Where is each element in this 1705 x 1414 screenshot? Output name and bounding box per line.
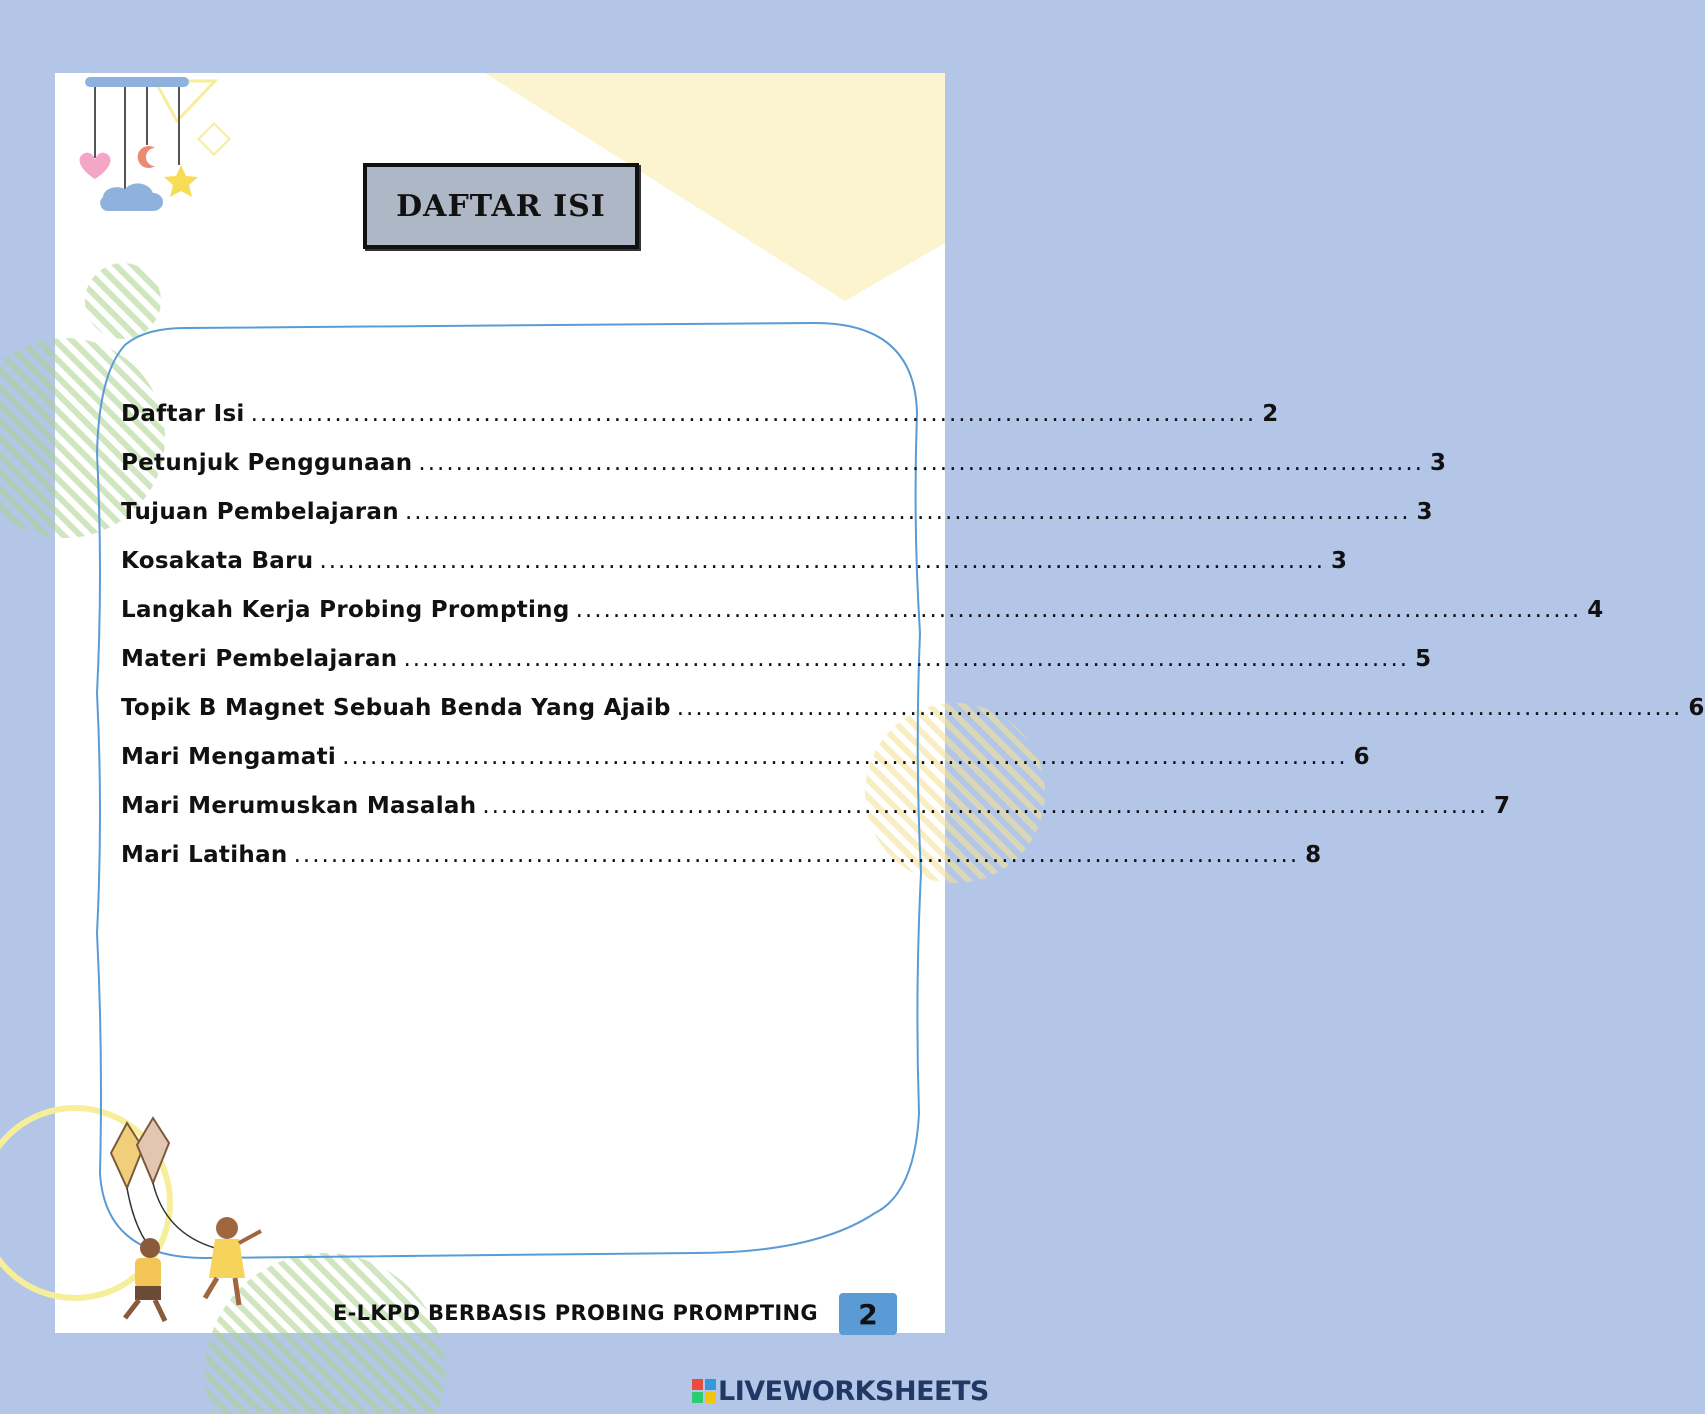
page-number: 2 (858, 1297, 878, 1331)
page-number-badge (839, 1293, 897, 1335)
page-title: DAFTAR ISI (396, 188, 606, 224)
toc-leader-dots: ............................................................................................................ (403, 646, 1410, 672)
toc-item (121, 744, 1370, 793)
toc-item (121, 401, 1279, 450)
title-box (363, 163, 639, 249)
toc-item-label: Materi Pembelajaran (121, 646, 398, 672)
toc-item-page: 3 (1331, 548, 1348, 574)
brand-name: LIVEWORKSHEETS (718, 1375, 989, 1407)
toc-leader-dots: ............................................................................................................ (482, 793, 1488, 819)
toc-item-page: 6 (1353, 744, 1370, 770)
liveworksheets-brand[interactable] (692, 1374, 989, 1408)
toc-item (121, 548, 1348, 597)
baby-mobile-icon (80, 77, 230, 211)
worksheet-page (55, 73, 1705, 1333)
footer-text: E-LKPD BERBASIS PROBING PROMPTING (333, 1301, 818, 1325)
toc-leader-dots: ............................................................................................................ (404, 499, 1411, 525)
toc-item-label: Topik B Magnet Sebuah Benda Yang Ajaib (121, 695, 671, 721)
liveworksheets-logo-icon (692, 1379, 716, 1403)
toc-item (121, 646, 1432, 695)
toc-leader-dots: ............................................................................................................ (250, 401, 1257, 427)
toc-item-page: 3 (1429, 450, 1447, 476)
toc-item (121, 793, 1511, 842)
toc-leader-dots: ............................................................................................................ (418, 450, 1424, 476)
toc-item-page: 7 (1493, 793, 1511, 819)
toc-item-label: Kosakata Baru (121, 548, 314, 574)
toc-leader-dots: ............................................................................................................ (293, 842, 1300, 868)
kite-children-illustration (111, 1118, 261, 1321)
toc-leader-dots: ............................................................................................................ (319, 548, 1326, 574)
toc-leader-dots: ............................................................................................................ (575, 597, 1582, 623)
table-of-contents (121, 401, 1705, 891)
toc-item-label: Daftar Isi (121, 401, 245, 427)
toc-item (121, 695, 1705, 744)
toc-leader-dots: ............................................................................................................ (342, 744, 1348, 770)
toc-item-label: Mari Merumuskan Masalah (121, 793, 477, 819)
striped-circle-small (85, 263, 161, 339)
toc-item-page: 3 (1416, 499, 1433, 525)
toc-item-page: 4 (1587, 597, 1604, 623)
toc-item-page: 8 (1305, 842, 1322, 868)
toc-item (121, 499, 1433, 548)
toc-item-page: 5 (1415, 646, 1432, 672)
toc-item (121, 450, 1447, 499)
toc-item-label: Mari Latihan (121, 842, 288, 868)
toc-item (121, 597, 1604, 646)
toc-item (121, 842, 1322, 891)
toc-item-page: 6 (1688, 695, 1705, 721)
toc-leader-dots: ............................................................................................................ (676, 695, 1683, 721)
toc-item-label: Langkah Kerja Probing Prompting (121, 597, 570, 623)
toc-item-label: Mari Mengamati (121, 744, 337, 770)
toc-item-page: 2 (1262, 401, 1279, 427)
toc-item-label: Tujuan Pembelajaran (121, 499, 399, 525)
toc-item-label: Petunjuk Penggunaan (121, 450, 413, 476)
